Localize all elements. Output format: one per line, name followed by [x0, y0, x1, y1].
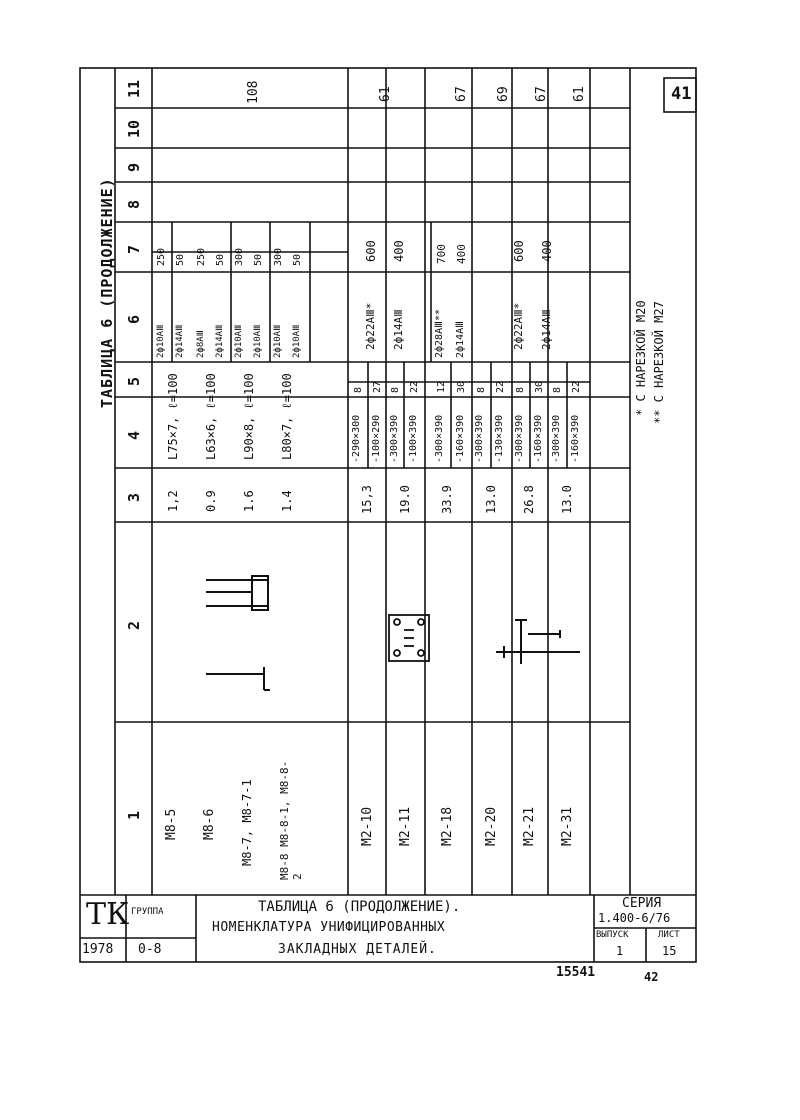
col-header-9: 9 [125, 162, 143, 172]
row-name: М2-10 [360, 806, 375, 846]
row-mass: 13.0 [484, 485, 498, 514]
col-header-6: 6 [125, 314, 143, 324]
plate-cell: -300×390 [474, 414, 485, 463]
plate-cell: -160×390 [570, 414, 581, 463]
rebar-cell: 2ф14АⅢ [540, 309, 553, 350]
col-header-5: 5 [125, 376, 143, 386]
col11-value: 69 [496, 86, 511, 102]
col11-value: 61 [572, 86, 587, 102]
thickness-cell: 30 [456, 380, 467, 393]
row-mass: 13.0 [560, 485, 574, 514]
row-mass: 26.8 [522, 485, 536, 514]
row-mass: 0.9 [204, 490, 218, 512]
stamp-title-line1: ТАБЛИЦА 6 (ПРОДОЛЖЕНИЕ). [258, 899, 461, 915]
col-header-3: 3 [125, 492, 143, 502]
length-cell: 300 [273, 247, 284, 266]
stamp-sheet: 15 [662, 944, 677, 958]
col-header-2: 2 [125, 620, 143, 630]
thickness-cell: 12 [436, 380, 447, 393]
stamp-issue: 1 [616, 944, 624, 958]
thickness-cell: 8 [552, 386, 563, 393]
stamp-org: ТК [86, 897, 130, 932]
col-header-4: 4 [125, 430, 143, 440]
col-header-11: 11 [125, 79, 143, 98]
rebar-cell: 2ф28АⅢ** [434, 308, 445, 358]
length-cell: 400 [455, 244, 468, 264]
length-cell: 50 [292, 253, 303, 266]
rebar-cell: 2ф14АⅢ [215, 324, 225, 358]
length-cell: 250 [156, 247, 167, 266]
col-header-8: 8 [125, 199, 143, 209]
rebar-cell: 2ф8АⅢ [196, 330, 206, 358]
thickness-cell: 8 [390, 386, 401, 393]
rebar-cell: 2ф22АⅢ* [512, 302, 525, 350]
profile-cell: L80×7, ℓ=100 [280, 373, 294, 460]
profile-cell: L63×6, ℓ=100 [204, 373, 218, 460]
plate-cell: -130×390 [494, 414, 505, 463]
row-name: М8-7, М8-7-1 [240, 779, 254, 866]
stamp-series-label: СЕРИЯ [622, 896, 662, 911]
profile-cell: L75×7, ℓ=100 [166, 373, 180, 460]
row-name: М8-5 [164, 808, 179, 840]
plate-detail-sketch [389, 615, 429, 661]
row-name: М2-18 [440, 806, 455, 846]
rebar-cell: 2ф10АⅢ [234, 324, 244, 358]
col11-value: 61 [378, 86, 393, 102]
table-caption: ТАБЛИЦА 6 (ПРОДОЛЖЕНИЕ) [98, 177, 116, 408]
length-cell: 700 [435, 244, 448, 264]
plate-cell: -100×290 [371, 414, 382, 463]
angle-detail-sketch [206, 576, 270, 690]
rebar-cell: 2ф10АⅢ [292, 324, 302, 358]
row-mass: 19.0 [398, 485, 412, 514]
col11-value: 67 [534, 86, 549, 102]
col-header-7: 7 [125, 244, 143, 254]
col-header-1: 1 [125, 810, 143, 820]
plate-cell: -290×300 [351, 414, 362, 463]
col-header-10: 10 [125, 119, 143, 138]
rebar-cell: 2ф10АⅢ [156, 324, 166, 358]
row-mass: 1.4 [280, 490, 294, 512]
plate-cell: -300×390 [514, 414, 525, 463]
length-cell: 50 [215, 253, 226, 266]
length-cell: 50 [175, 253, 186, 266]
row-name: М2-20 [484, 806, 499, 846]
stamp-group-label: ГРУППА [131, 907, 164, 917]
row-name: М8-6 [202, 808, 217, 840]
row-name: М2-31 [560, 806, 575, 846]
footer-page: 42 [644, 970, 659, 984]
stamp-title-line3: ЗАКЛАДНЫХ ДЕТАЛЕЙ. [278, 942, 437, 957]
thickness-cell: 22 [495, 380, 506, 393]
note: ** С НАРЕЗКОЙ М27 [652, 301, 666, 424]
thickness-cell: 8 [515, 386, 526, 393]
plate-cell: -300×390 [551, 414, 562, 463]
footer-code: 15541 [556, 965, 596, 980]
stamp-sheet-label: ЛИСТ [658, 930, 680, 940]
col11-value: 108 [246, 80, 261, 104]
plate-cell: -300×390 [389, 414, 400, 463]
length-cell: 600 [364, 240, 378, 262]
stamp-year: 1978 [82, 942, 114, 957]
row-name: М8-8 М8-8-1, М8-8-2 [278, 760, 304, 880]
stamp-issue-label: ВЫПУСК [596, 930, 629, 940]
plate-cell: -160×390 [533, 414, 544, 463]
rebar-cell: 2ф22АⅢ* [364, 302, 377, 350]
anchor-bolt-sketch [496, 620, 580, 664]
stamp-group: 0-8 [138, 942, 162, 957]
length-cell: 50 [253, 253, 264, 266]
thickness-cell: 8 [353, 386, 364, 393]
thickness-cell: 22 [409, 380, 420, 393]
row-mass: 1,2 [166, 490, 180, 512]
rebar-cell: 2ф10АⅢ [253, 324, 263, 358]
profile-cell: L90×8, ℓ=100 [242, 373, 256, 460]
rebar-cell: 2ф14АⅢ [392, 309, 405, 350]
col11-value: 67 [454, 86, 469, 102]
length-cell: 300 [234, 247, 245, 266]
rebar-cell: 2ф14АⅢ [175, 324, 185, 358]
plate-cell: -100×390 [408, 414, 419, 463]
plate-cell: -300×390 [434, 414, 445, 463]
thickness-cell: 8 [476, 386, 487, 393]
row-name: М2-21 [522, 806, 537, 846]
plate-cell: -160×390 [455, 414, 466, 463]
length-cell: 600 [512, 240, 526, 262]
length-cell: 400 [540, 240, 554, 262]
row-mass: 33.9 [440, 485, 454, 514]
thickness-cell: 27 [372, 380, 383, 393]
row-mass: 15,3 [360, 485, 374, 514]
length-cell: 400 [392, 240, 406, 262]
stamp-series: 1.400-6/76 [598, 911, 671, 925]
thickness-cell: 30 [534, 380, 545, 393]
thickness-cell: 22 [571, 380, 582, 393]
rebar-cell: 2ф10АⅢ [273, 324, 283, 358]
length-cell: 250 [196, 247, 207, 266]
sheet-number: 41 [671, 84, 692, 104]
rebar-cell: 2ф14АⅢ [455, 321, 466, 358]
stamp-title-line2: НОМЕНКЛАТУРА УНИФИЦИРОВАННЫХ [212, 920, 446, 935]
note: * С НАРЕЗКОЙ М20 [634, 300, 648, 416]
row-mass: 1.6 [242, 490, 256, 512]
row-name: М2-11 [398, 806, 413, 846]
